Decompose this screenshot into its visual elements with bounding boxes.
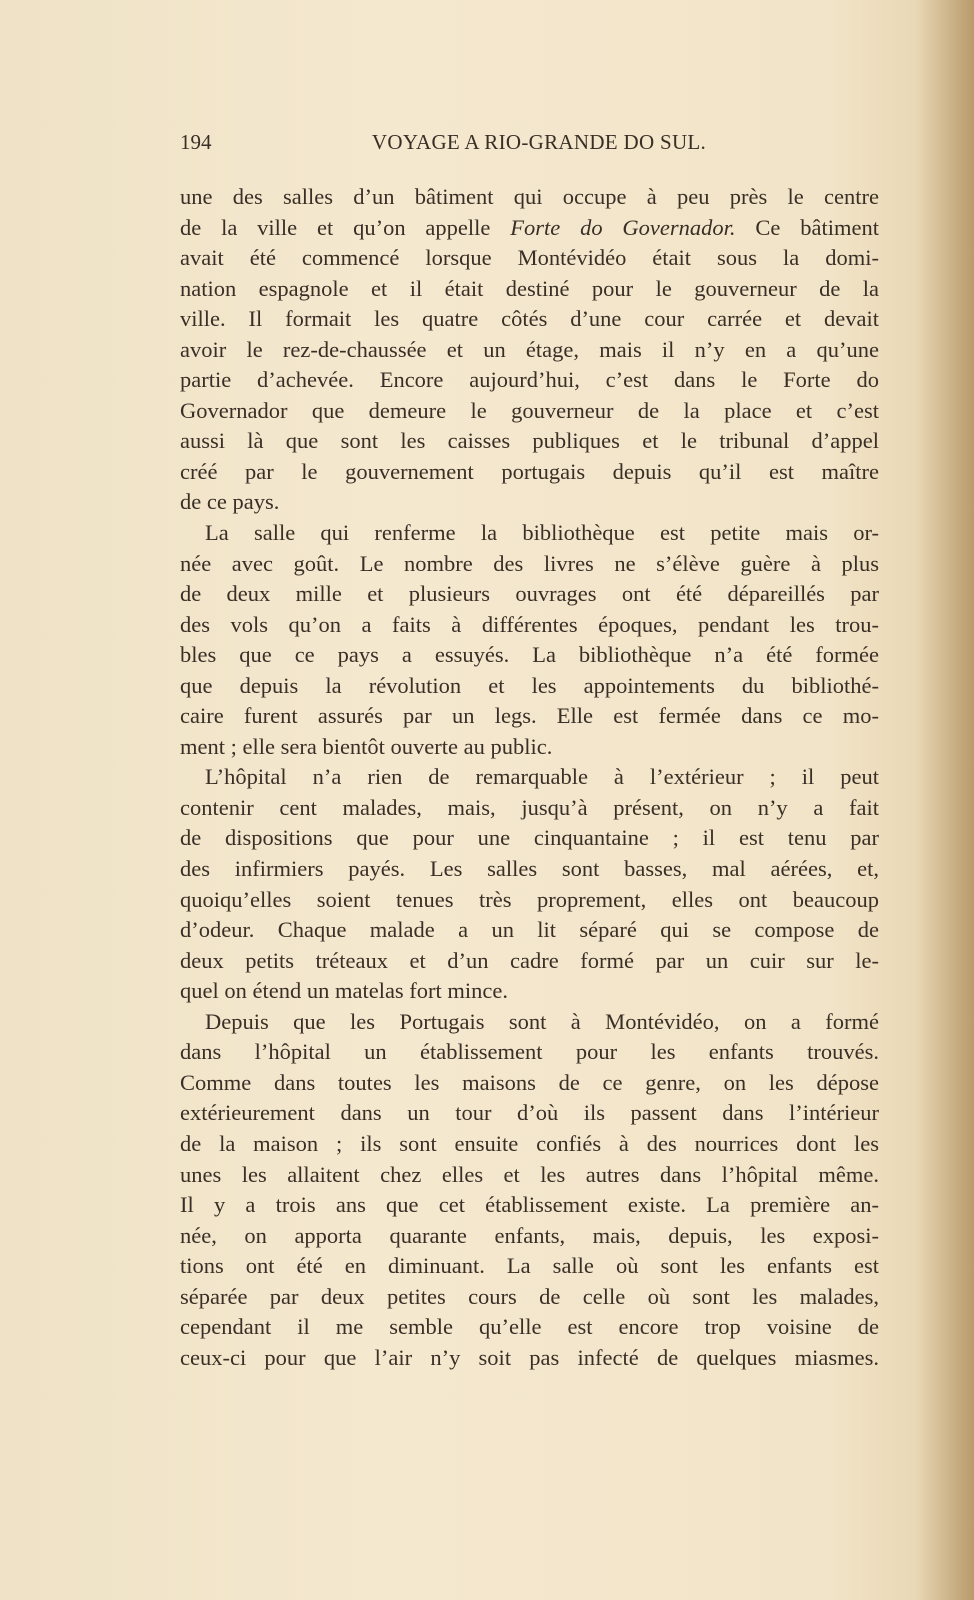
text-line: de deux mille et plusieurs ouvrages ont été dépareillés par	[180, 581, 879, 607]
text-line: La salle qui renferme la bibliothèque est petite mais or-	[205, 520, 879, 546]
text-line: d’odeur. Chaque malade a un lit séparé qui se compose de	[180, 917, 879, 943]
text-line	[180, 213, 879, 244]
text-line: cependant il me semble qu’elle est encore trop voisine de	[180, 1314, 879, 1340]
text-line: partie d’achevée. Encore aujourd’hui, c’est dans le Forte do	[180, 367, 879, 393]
text-line: de ce pays.	[180, 489, 280, 515]
text-line: des vols qu’on a faits à différentes époques, pendant les trou-	[180, 611, 879, 637]
text-line: avoir le rez-de-chaussée et un étage, mais il n’y en a qu’une	[180, 336, 879, 362]
text-line: quoiqu’elles soient tenues très proprement, elles ont beaucoup	[180, 886, 879, 912]
text-segment: de la ville et qu’on appelle	[180, 214, 511, 240]
text-line: ceux-ci pour que l’air n’y soit pas infecté de quelques miasmes.	[180, 1344, 879, 1370]
text-line: Comme dans toutes les maisons de ce genre, on les dépose	[180, 1069, 879, 1095]
page-header	[180, 130, 880, 158]
text-line: Il y a trois ans que cet établissement existe. La première an-	[180, 1192, 879, 1218]
text-line: quel on étend un matelas fort mince.	[180, 978, 509, 1004]
page-number: 194	[180, 130, 212, 154]
body-text	[180, 182, 879, 1373]
text-line: dans l’hôpital un établissement pour les enfants trouvés.	[180, 1039, 879, 1065]
text-line: caire furent assurés par un legs. Elle est fermée dans ce mo-	[180, 703, 879, 729]
text-line: ment ; elle sera bientôt ouverte au public.	[180, 733, 553, 759]
text-line: née avec goût. Le nombre des livres ne s’élève guère à plus	[180, 550, 879, 576]
text-line: deux petits tréteaux et d’un cadre formé par un cuir sur le-	[180, 947, 879, 973]
text-line: tions ont été en diminuant. La salle où sont les enfants est	[180, 1253, 879, 1279]
text-line: avait été commencé lorsque Montévidéo était sous la domi-	[180, 245, 879, 271]
running-title: VOYAGE A RIO-GRANDE DO SUL.	[371, 130, 707, 154]
text-line: une des salles d’un bâtiment qui occupe à peu près le centre	[180, 184, 879, 209]
text-line: de la maison ; ils sont ensuite confiés à des nourrices dont les	[180, 1130, 879, 1156]
text-line: Depuis que les Portugais sont à Montévidéo, on a formé	[205, 1008, 879, 1034]
text-line: de dispositions que pour une cinquantaine ; il est tenu par	[180, 825, 879, 851]
text-line: L’hôpital n’a rien de remarquable à l’extérieur ; il peut	[205, 764, 879, 790]
text-line: extérieurement dans un tour d’où ils passent dans l’intérieur	[180, 1100, 879, 1126]
text-segment: Ce bâtiment	[735, 214, 879, 240]
text-line: que depuis la révolution et les appointements du bibliothé-	[180, 672, 879, 698]
text-line: des infirmiers payés. Les salles sont basses, mal aérées, et,	[180, 856, 879, 882]
text-line: Governador que demeure le gouverneur de la place et c’est	[180, 397, 879, 423]
text-line: unes les allaitent chez elles et les autres dans l’hôpital même.	[180, 1161, 879, 1187]
text-line: aussi là que sont les caisses publiques et le tribunal d’appel	[180, 428, 879, 454]
text-line: créé par le gouvernement portugais depuis qu’il est maître	[180, 458, 879, 484]
text-line: ville. Il formait les quatre côtés d’une cour carrée et devait	[180, 306, 879, 332]
text-line: nation espagnole et il était destiné pour le gouverneur de la	[180, 275, 879, 301]
text-line: contenir cent malades, mais, jusqu’à présent, on n’y a fait	[180, 794, 879, 820]
text-line: bles que ce pays a essuyés. La bibliothèque n’a été formée	[180, 642, 879, 668]
italic-text: Forte do Governador.	[510, 214, 736, 240]
text-line: séparée par deux petites cours de celle où sont les malades,	[180, 1283, 879, 1309]
text-line: née, on apporta quarante enfants, mais, depuis, les exposi-	[180, 1222, 879, 1248]
